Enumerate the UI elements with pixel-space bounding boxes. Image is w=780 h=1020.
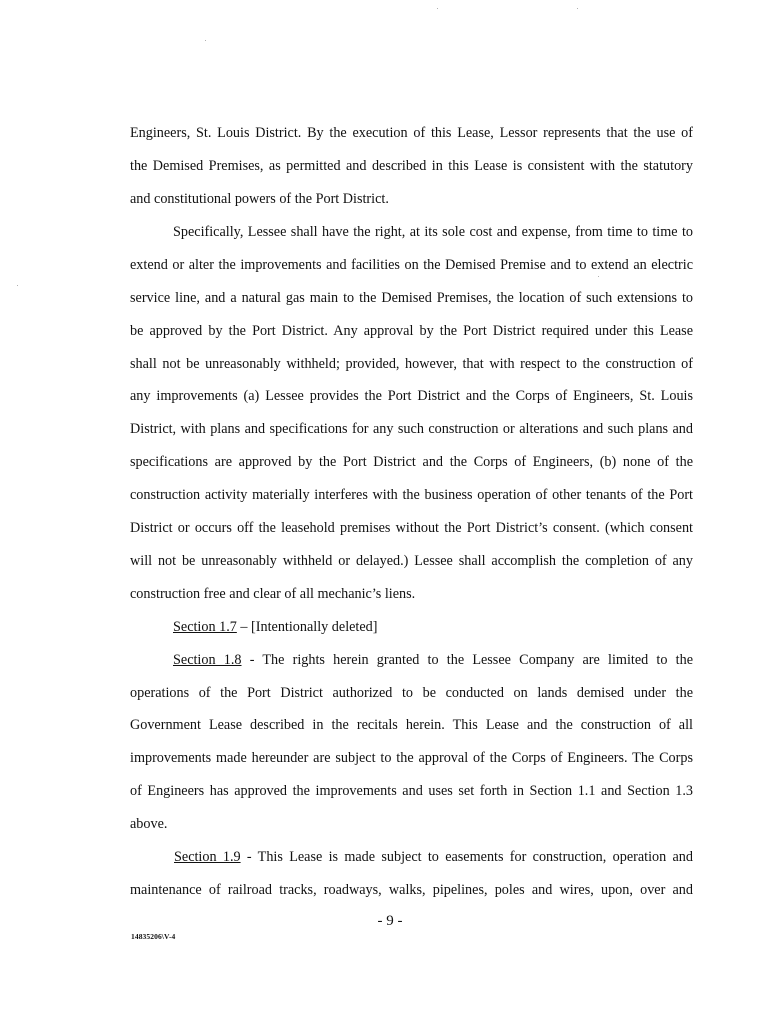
scan-speck [577, 8, 578, 9]
paragraph-line: District or occurs off the leasehold premises without the Port District’s consent. (which consent [130, 520, 693, 536]
paragraph-line: specifications are approved by the Port District and the Corps of Engineers, (b) none of the [130, 454, 693, 470]
section-heading: Section 1.7 [173, 619, 237, 635]
paragraph-line: District, with plans and specifications for any such construction or alterations and such plans and [130, 421, 693, 437]
paragraph-line: Engineers, St. Louis District. By the execution of this Lease, Lessor represents that the use of [130, 125, 693, 141]
section-1-7 [173, 618, 693, 636]
scan-speck [598, 276, 599, 277]
paragraph-line: any improvements (a) Lessee provides the Port District and the Corps of Engineers, St. Louis [130, 388, 693, 404]
section-1-9 [174, 848, 693, 866]
paragraph-line: maintenance of railroad tracks, roadways, walks, pipelines, poles and wires, upon, over and [130, 882, 693, 898]
paragraph-line: and constitutional powers of the Port District. [130, 191, 389, 207]
paragraph-line: of Engineers has approved the improvements and uses set forth in Section 1.1 and Section 1.3 [130, 783, 693, 799]
section-text: - This Lease is made subject to easements for construction, operation and [240, 849, 693, 865]
paragraph-line: extend or alter the improvements and facilities on the Demised Premise and to extend an electric [130, 257, 693, 273]
scan-speck [205, 40, 206, 41]
paragraph-line: above. [130, 816, 168, 832]
scan-speck [437, 8, 438, 9]
section-heading: Section 1.9 [174, 849, 241, 865]
section-1-8 [173, 651, 693, 669]
document-id: 14835206\V-4 [131, 932, 176, 941]
paragraph-line: Specifically, Lessee shall have the right, at its sole cost and expense, from time to time to [173, 224, 693, 240]
paragraph-line: be approved by the Port District. Any approval by the Port District required under this Lease [130, 323, 693, 339]
page-number: - 9 - [377, 913, 403, 929]
section-text: - The rights herein granted to the Lessee Company are limited to the [241, 652, 693, 668]
paragraph-line: the Demised Premises, as permitted and described in this Lease is consistent with the statutory [130, 158, 693, 174]
paragraph-line: construction activity materially interferes with the business operation of other tenants of the Port [130, 487, 693, 503]
section-heading: Section 1.8 [173, 652, 242, 668]
paragraph-line: improvements made hereunder are subject to the approval of the Corps of Engineers. The Corps [130, 750, 693, 766]
paragraph-line: shall not be unreasonably withheld; provided, however, that with respect to the construction of [130, 356, 693, 372]
paragraph-line: will not be unreasonably withheld or delayed.) Lessee shall accomplish the completion of any [130, 553, 693, 569]
scan-speck [17, 285, 18, 286]
paragraph-line: operations of the Port District authorized to be conducted on lands demised under the [130, 685, 693, 701]
section-text: – [Intentionally deleted] [236, 619, 378, 635]
paragraph-line: construction free and clear of all mechanic’s liens. [130, 586, 416, 602]
paragraph-line: Government Lease described in the recitals herein. This Lease and the construction of all [130, 717, 693, 733]
paragraph-line: service line, and a natural gas main to the Demised Premises, the location of such extensions to [130, 290, 693, 306]
